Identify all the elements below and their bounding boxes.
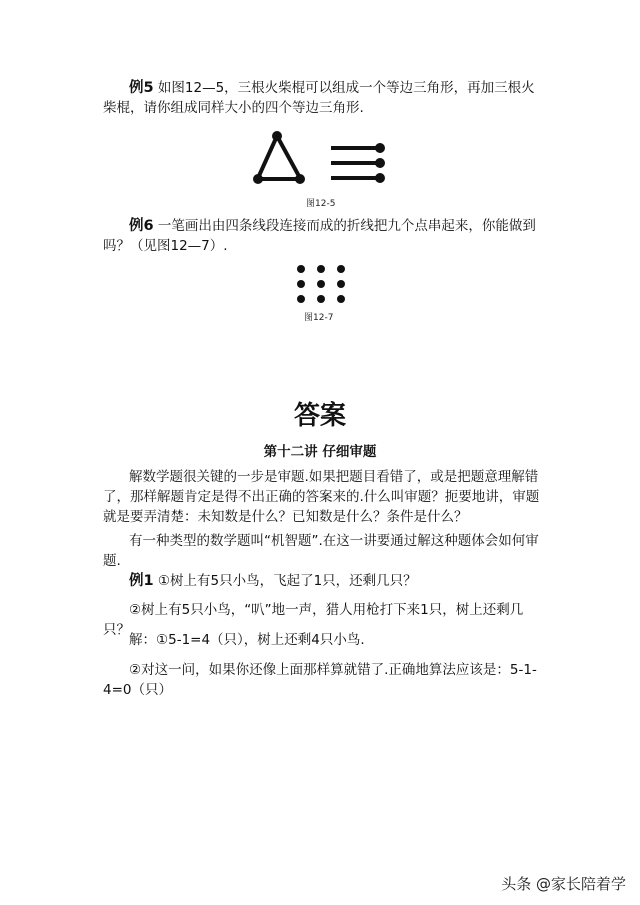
matchstick-head <box>253 174 263 184</box>
grid-dot <box>337 265 345 273</box>
example6-label: 例6 <box>129 218 154 234</box>
example5-label: 例5 <box>129 80 154 96</box>
answer-title: 答案 <box>293 401 346 431</box>
example6-text: 一笔画出由四条线段连接而成的折线把九个点串起来，你能做到吗？（见图12—7）. <box>103 218 536 254</box>
lecture-title: 第十二讲 仔细审题 <box>263 444 377 460</box>
grid-dot <box>317 295 325 303</box>
answer-paragraph-2: 有一种类型的数学题叫“机智题”.在这一讲要通过解这种题体会如何审题. <box>103 533 539 569</box>
matchstick <box>277 136 300 178</box>
grid-dot <box>297 280 305 288</box>
example1-label: 例1 <box>129 573 154 589</box>
grid-dot <box>337 280 345 288</box>
matchstick-head <box>295 174 305 184</box>
figure-12-5-caption: 图12-5 <box>306 199 336 209</box>
solution-2: ②对这一问，如果你还像上面那样算就错了.正确地算法应该是：5-1-4=0（只） <box>103 662 537 698</box>
matchstick-head <box>375 173 385 183</box>
solution-1: 解：①5-1=4（只），树上还剩4只小鸟. <box>129 632 365 648</box>
matchstick-triangle <box>253 131 305 184</box>
example6-paragraph <box>103 216 543 256</box>
example5-text: 如图12—5，三根火柴棍可以组成一个等边三角形，再加三根火柴棍，请你组成同样大小的四个等边三角形. <box>103 80 535 116</box>
example1-question-1 <box>103 571 543 591</box>
grid-dot <box>317 265 325 273</box>
grid-dot <box>297 265 305 273</box>
watermark: 头条 @家长陪着学 <box>501 875 626 893</box>
example5-paragraph <box>103 78 543 118</box>
matchstick-head <box>375 143 385 153</box>
matchstick-head <box>272 131 282 141</box>
answer-paragraph-1: 解数学题很关键的一步是审题.如果把题目看错了，或是把题意理解错了，那样解题肯定是得不出正确的答案来的.什么叫审题？扼要地讲，审题就是要弄清楚：未知数是什么？已知数是什么？条件是什么？ <box>103 469 540 525</box>
grid-dot <box>297 295 305 303</box>
grid-dot <box>337 295 345 303</box>
example1-q1-text: ①树上有5只小鸟，飞起了1只，还剩几只？ <box>153 573 417 589</box>
matchstick-head <box>375 158 385 168</box>
figure-12-7-caption: 图12-7 <box>304 313 334 323</box>
figure-12-5 <box>245 128 395 190</box>
example1-question-2: ②树上有5只小鸟，“叭”地一声，猎人用枪打下来1只，树上还剩几只？ <box>103 602 524 638</box>
loose-matchsticks <box>331 143 385 183</box>
grid-dot <box>317 280 325 288</box>
matchstick <box>258 136 277 178</box>
figure-12-7 <box>290 260 350 306</box>
